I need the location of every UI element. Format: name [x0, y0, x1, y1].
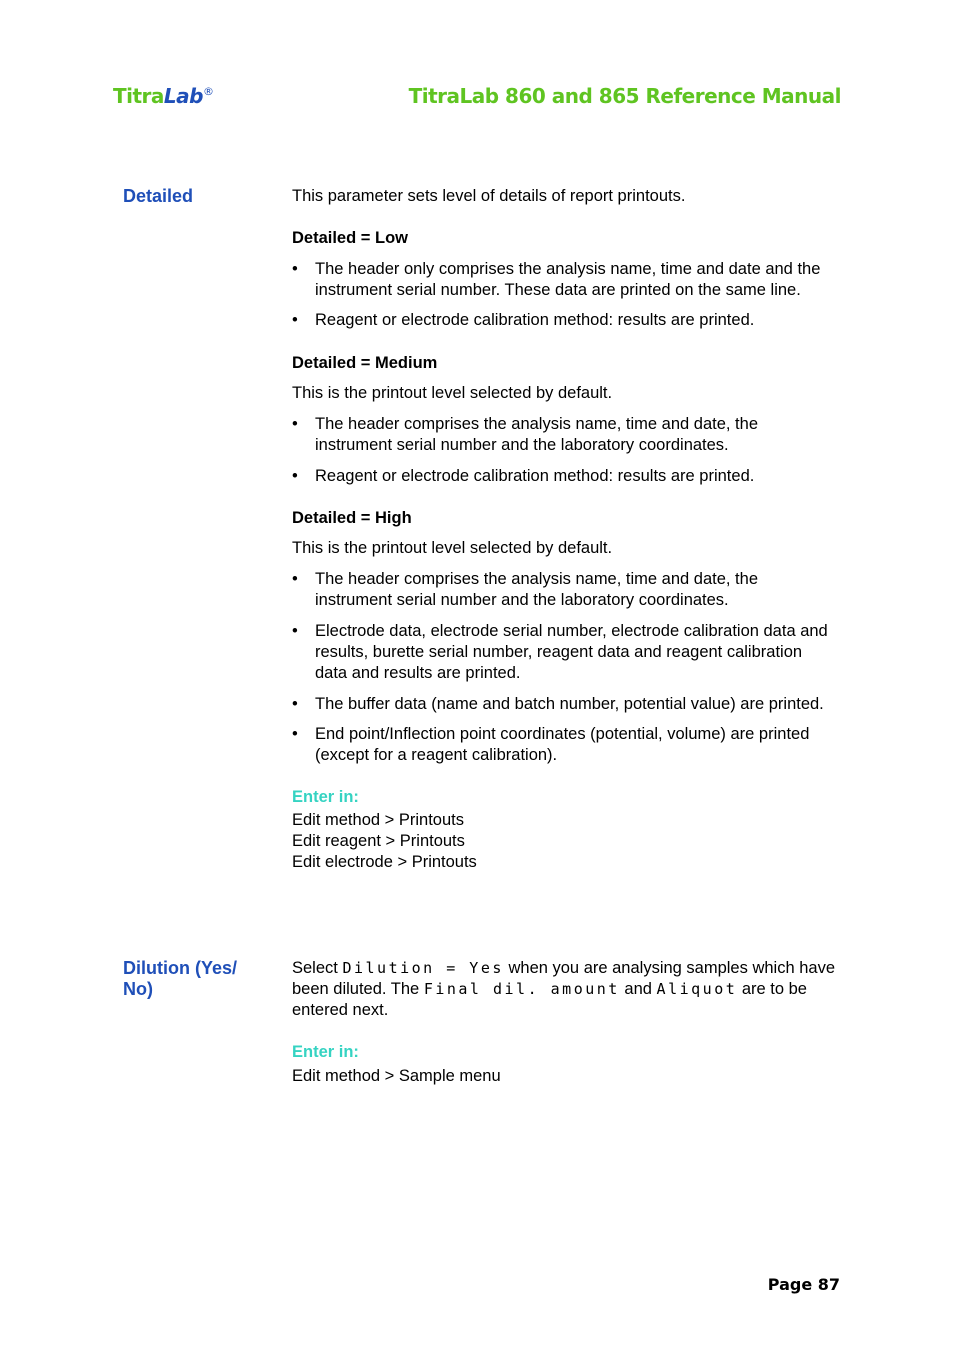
detailed-intro: This parameter sets level of details of report printouts. — [292, 187, 686, 205]
brand-logo — [113, 84, 213, 108]
detailed-low-list — [292, 259, 837, 331]
detailed-high-note: This is the printout level selected by default. — [292, 539, 613, 557]
registered-mark: ® — [202, 85, 214, 98]
dilution-text-3: and — [619, 980, 657, 998]
list-item: • Electrode data, electrode serial number, electrode calibration data and results, burette serial number, reagent data and reagent calibration data and results are printed. — [292, 621, 837, 684]
brand-lab: Lab — [163, 84, 203, 108]
page-number: Page 87 — [767, 1275, 840, 1294]
detailed-medium-list — [292, 414, 837, 487]
detailed-body — [292, 186, 837, 873]
list-item: • End point/Inflection point coordinates (potential, volume) are printed (except for a reagent calibration). — [292, 724, 837, 766]
detailed-low-heading: Detailed = Low — [292, 229, 408, 247]
enter-in-label: Enter in: — [292, 1043, 359, 1061]
dilution-code-3: Aliquot — [656, 980, 738, 998]
term-dilution: Dilution (Yes/ No) — [123, 958, 238, 999]
dilution-text-1: Select — [292, 959, 343, 977]
term-detailed: Detailed — [123, 186, 194, 206]
detailed-medium-note: This is the printout level selected by default. — [292, 384, 613, 402]
dilution-body — [292, 958, 837, 1087]
manual-title: TitraLab 860 and 865 Reference Manual — [408, 84, 841, 108]
list-item: • The header comprises the analysis name, time and date, the instrument serial number and the laboratory coordinates. — [292, 569, 837, 611]
dilution-description — [292, 958, 837, 1021]
detailed-medium-heading: Detailed = Medium — [292, 354, 438, 372]
list-item: • The header only comprises the analysis name, time and date and the instrument serial number. These data are printed on the same line. — [292, 259, 837, 301]
dilution-code-1: Dilution = Yes — [342, 959, 504, 977]
dilution-text-4: are to be entered next. — [292, 980, 807, 1019]
detailed-high-list — [292, 569, 837, 766]
detailed-high-heading: Detailed = High — [292, 509, 412, 527]
dilution-code-2: Final dil. amount — [423, 980, 620, 998]
list-item: • The header comprises the analysis name, time and date, the instrument serial number and the laboratory coordinates. — [292, 414, 837, 456]
list-item: • Reagent or electrode calibration method: results are printed. — [292, 310, 837, 331]
menu-path: Edit reagent > Printouts — [292, 832, 465, 850]
enter-in-label: Enter in: — [292, 788, 359, 806]
brand-titra: Titra — [113, 84, 164, 108]
menu-path: Edit method > Sample menu — [292, 1067, 501, 1085]
menu-path: Edit method > Printouts — [292, 811, 464, 829]
list-item: • The buffer data (name and batch number, potential value) are printed. — [292, 694, 837, 715]
menu-path: Edit electrode > Printouts — [292, 853, 477, 871]
dilution-text-2: when you are analysing samples which have been diluted. The — [292, 959, 835, 998]
list-item: • Reagent or electrode calibration method: results are printed. — [292, 466, 837, 487]
